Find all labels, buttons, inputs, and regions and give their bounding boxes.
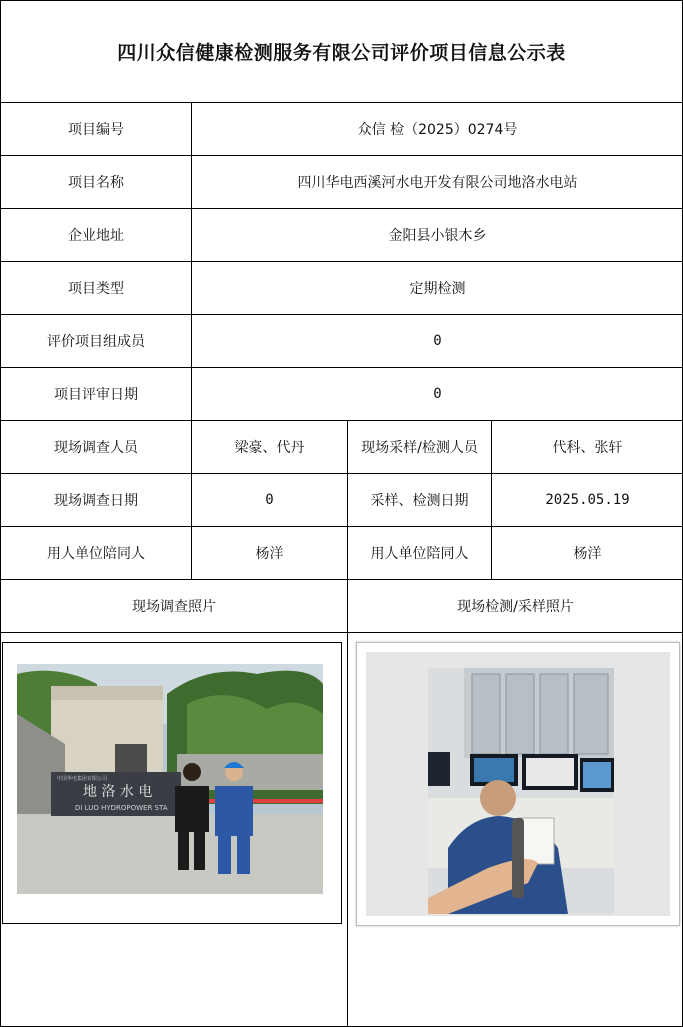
label-members: 评价项目组成员 — [1, 315, 192, 368]
value-companion-2: 杨洋 — [492, 527, 683, 580]
table-row — [1, 156, 683, 209]
sampling-photo — [428, 668, 614, 914]
label-project-type: 项目类型 — [1, 262, 192, 315]
label-survey-date: 现场调查日期 — [1, 474, 192, 527]
sign-text: 地 洛 水 电 — [83, 784, 153, 800]
survey-photo-title: 现场调查照片 — [1, 580, 348, 633]
survey-photo-frame — [2, 642, 342, 924]
sign-subtext: DI LUO HYDROPOWER STA — [75, 804, 168, 812]
sampling-photo-frame — [356, 642, 680, 926]
table-row — [1, 103, 683, 156]
value-project-no: 众信 检（2025）0274号 — [192, 103, 683, 156]
value-project-type: 定期检测 — [192, 262, 683, 315]
table-row — [1, 474, 683, 527]
value-survey-date: 0 — [192, 474, 348, 527]
value-sampling-date: 2025.05.19 — [492, 474, 683, 527]
table-row — [1, 315, 683, 368]
table-row — [1, 262, 683, 315]
survey-photo — [17, 664, 323, 894]
value-members: 0 — [192, 315, 683, 368]
value-review-date: 0 — [192, 368, 683, 421]
sign-company: 中国华电集团有限公司 — [57, 776, 108, 782]
label-project-name: 项目名称 — [1, 156, 192, 209]
label-companion-2: 用人单位陪同人 — [348, 527, 492, 580]
value-project-name: 四川华电西溪河水电开发有限公司地洛水电站 — [192, 156, 683, 209]
label-project-no: 项目编号 — [1, 103, 192, 156]
table-row — [1, 580, 683, 633]
label-companion: 用人单位陪同人 — [1, 527, 192, 580]
table-row — [1, 209, 683, 262]
sampling-photo-backdrop — [366, 652, 670, 916]
value-companion: 杨洋 — [192, 527, 348, 580]
value-survey-staff: 梁豪、代丹 — [192, 421, 348, 474]
sampling-photo-title: 现场检测/采样照片 — [348, 580, 683, 633]
column-divider — [347, 633, 348, 1027]
table-row — [1, 421, 683, 474]
page-title: 四川众信健康检测服务有限公司评价项目信息公示表 — [117, 42, 566, 64]
table-row — [1, 527, 683, 580]
label-review-date: 项目评审日期 — [1, 368, 192, 421]
label-sampling-date: 采样、检测日期 — [348, 474, 492, 527]
photo-section — [0, 633, 683, 1027]
table-row — [1, 368, 683, 421]
value-sampling-staff: 代科、张轩 — [492, 421, 683, 474]
label-address: 企业地址 — [1, 209, 192, 262]
value-address: 金阳县小银木乡 — [192, 209, 683, 262]
label-survey-staff: 现场调查人员 — [1, 421, 192, 474]
label-sampling-staff: 现场采样/检测人员 — [348, 421, 492, 474]
info-table — [0, 102, 683, 633]
